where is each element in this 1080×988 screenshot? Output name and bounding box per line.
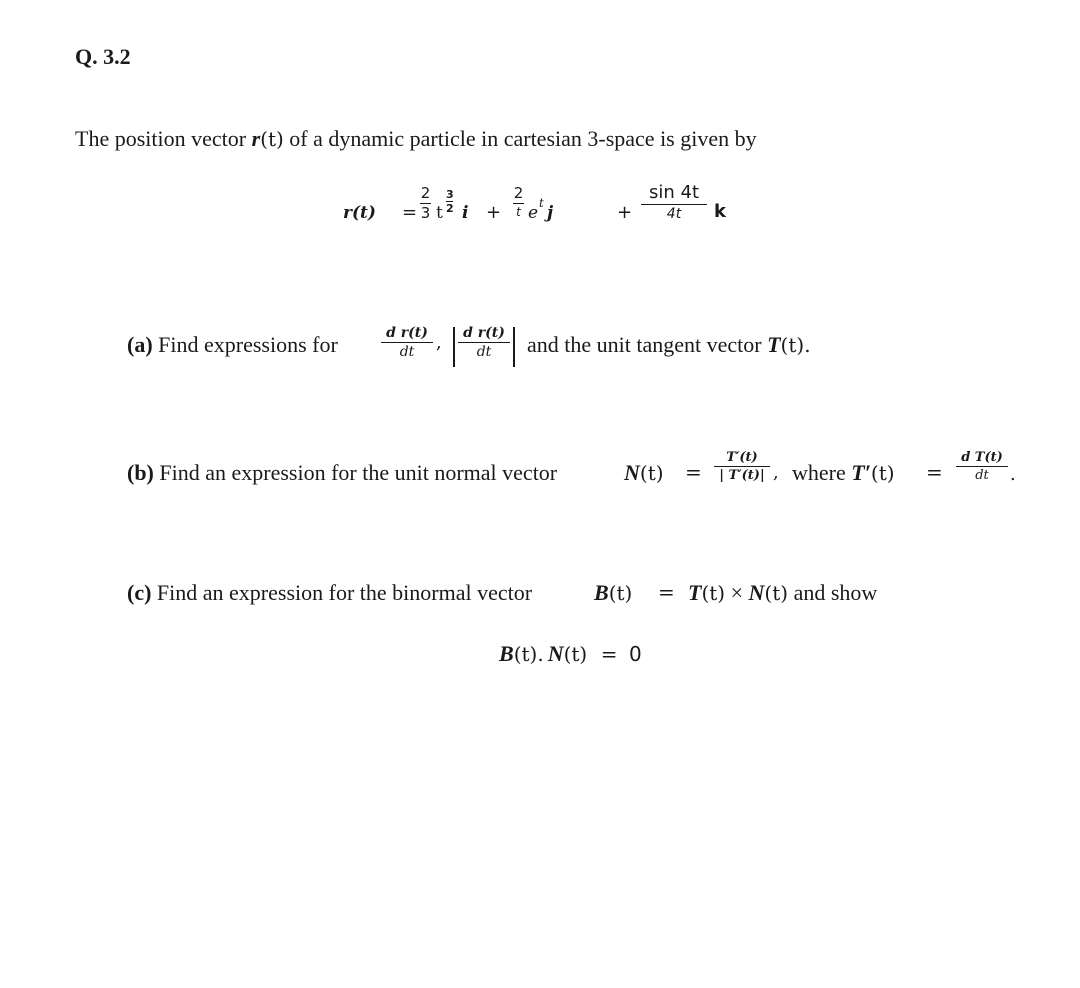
- part-c-T-symbol: T: [688, 580, 702, 605]
- part-c-N-arg: (t): [764, 581, 789, 605]
- intro-vector-symbol: r: [251, 126, 261, 151]
- term2-num: 2: [513, 184, 524, 202]
- part-b-where: where: [792, 460, 846, 485]
- part-b-N-symbol: N: [624, 460, 640, 485]
- part-b-frac-num: T′(t): [726, 450, 758, 465]
- equation-plus-2: +: [617, 202, 633, 223]
- orthogonality-result: [499, 641, 642, 667]
- term3-unit-k: k: [714, 201, 726, 222]
- intro-vector-arg: (t): [260, 127, 284, 151]
- part-b-deriv-den: dt: [975, 468, 989, 484]
- part-a-deriv-den: dt: [399, 344, 415, 361]
- term2-base: e: [528, 203, 539, 223]
- part-b-frac-den: | T′(t)|: [719, 468, 765, 484]
- term2-den: t: [516, 205, 521, 220]
- part-c-cross: ×: [730, 580, 744, 605]
- intro-text-after: of a dynamic particle in cartesian 3-space is given by: [289, 126, 757, 151]
- result-B-arg: (t).: [513, 642, 544, 666]
- intro-sentence: [75, 126, 757, 152]
- part-a-text-after: and the unit tangent vector: [527, 332, 762, 357]
- equation-lhs: r(t): [343, 203, 376, 223]
- term1-exponent: [446, 189, 454, 214]
- term3-den: 4t: [666, 206, 682, 223]
- term2-exponent: t: [539, 196, 544, 210]
- part-b-equals-2: =: [926, 460, 943, 484]
- term1-coefficient: [420, 186, 431, 221]
- term2-coefficient: [513, 186, 524, 218]
- part-a-deriv-num: d r(t): [386, 325, 428, 341]
- term1-num: 2: [420, 184, 431, 202]
- result-B-symbol: B: [499, 641, 514, 666]
- part-b-derivative: [956, 451, 1008, 482]
- part-b-text: Find an expression for the unit normal vector: [159, 460, 558, 485]
- part-b-N-arg: (t): [639, 461, 664, 485]
- part-a-label: (a): [127, 332, 153, 357]
- result-value: 0: [629, 642, 642, 666]
- part-c-text: Find an expression for the binormal vector: [156, 580, 533, 605]
- result-N-arg: (t): [563, 642, 588, 666]
- part-b-equals: =: [685, 460, 702, 484]
- part-c-B-symbol: B: [594, 580, 609, 605]
- term3-fraction: [641, 184, 707, 221]
- term1-den: 3: [420, 204, 431, 223]
- term2-unit-j: j: [547, 203, 554, 223]
- part-b-Tprime-arg: (t): [870, 461, 895, 485]
- part-b-normal-fraction: [714, 451, 770, 482]
- part-a-derivative: [381, 326, 433, 359]
- part-c-equals: =: [658, 580, 675, 604]
- result-equals: =: [600, 642, 618, 666]
- part-b-deriv-num: d T(t): [961, 450, 1003, 465]
- part-b-comma: ,: [773, 462, 779, 483]
- part-a-T-arg: (t).: [780, 333, 811, 357]
- part-a-T-symbol: T: [767, 332, 781, 357]
- part-b-Tprime-symbol: T′: [851, 460, 871, 485]
- part-a-abs-num: d r(t): [463, 325, 505, 341]
- part-c-N-symbol: N: [748, 580, 765, 605]
- part-b-period: .: [1010, 464, 1016, 485]
- term1-exp-num: 3: [446, 188, 454, 201]
- part-a-text: Find expressions for: [158, 332, 338, 357]
- part-c-B-arg: (t): [608, 581, 633, 605]
- part-a-comma: ,: [436, 332, 442, 353]
- part-a-abs-derivative: [458, 326, 510, 359]
- part-c-text-after: and show: [793, 580, 878, 605]
- result-N-symbol: N: [547, 641, 564, 666]
- term1-base: t: [436, 203, 443, 223]
- part-a-abs-den: dt: [476, 344, 492, 361]
- term1-exp-den: 2: [446, 202, 454, 216]
- part-c-T-arg: (t): [701, 581, 726, 605]
- part-c-label: (c): [127, 580, 152, 605]
- intro-text-before: The position vector: [75, 126, 247, 151]
- question-heading: Q. 3.2: [75, 44, 131, 69]
- equation-equals: =: [402, 202, 418, 223]
- part-b-label: (b): [127, 460, 154, 485]
- term3-num: sin 4t: [648, 182, 700, 203]
- term1-unit-i: i: [462, 203, 469, 223]
- equation-plus-1: +: [486, 202, 502, 223]
